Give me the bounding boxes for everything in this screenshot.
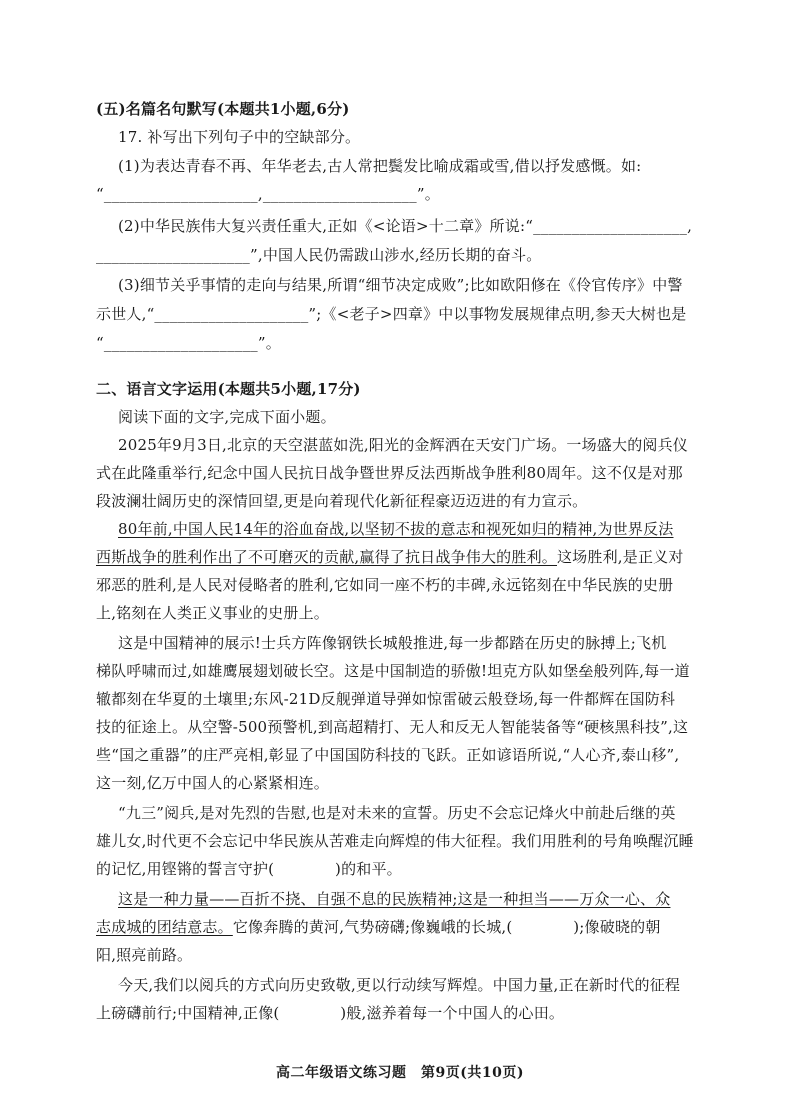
section5-heading: (五)名篇名句默写(本题共1小题,6分)	[96, 100, 350, 118]
passage-p3-line2: 梯队呼啸而过,如雄鹰展翅划破长空。这是中国制造的骄傲!坦克方队如堡垒般列阵,每一道	[96, 662, 690, 680]
passage-p4-line3: 的记忆,用铿锵的誓言守护( )的和平。	[96, 860, 402, 878]
q17-item1-line2: “____________________,____________________”。	[96, 185, 440, 203]
section2-heading: 二、语言文字运用(本题共5小题,17分)	[96, 380, 361, 398]
passage-p3-line4: 技的征途上。从空警-500预警机,到高超精打、无人和反无人智能装备等“硬核黑科技”,这	[96, 718, 689, 736]
q17-item3-line3: “____________________”。	[96, 334, 281, 352]
passage-p4-line1: “九三”阅兵,是对先烈的告慰,也是对未来的宣誓。历史不会忘记烽火中前赴后继的英	[118, 804, 676, 822]
q17-item2-line1: (2)中华民族伟大复兴责任重大,正如《<论语>十二章》所说:“____________________,	[118, 217, 693, 235]
passage-p5-line3: 阳,照亮前路。	[96, 946, 193, 964]
passage-p5-line2	[96, 916, 661, 938]
passage-p2-line1-underlined: 80年前,中国人民14年的浴血奋战,以坚韧不拔的意志和视死如归的精神,为世界反法	[118, 520, 674, 538]
q17-item2-line2: ____________________”,中国人民仍需跋山涉水,经历长期的奋斗。	[96, 246, 542, 264]
question-17-stem: 17. 补写出下列句子中的空缺部分。	[118, 128, 361, 146]
q17-item3-line2: 示世人,“____________________”;《<老子>四章》中以事物发展规律点明,参天大树也是	[96, 305, 687, 323]
underlined-sentence-a: 西斯战争的胜利作出了不可磨灭的贡献,赢得了抗日战争伟大的胜利。	[96, 548, 557, 566]
q17-item3-line1: (3)细节关乎事情的走向与结果,所谓“细节决定成败”;比如欧阳修在《伶官传序》中警	[118, 276, 683, 294]
passage-p6-line1: 今天,我们以阅兵的方式向历史致敬,更以行动续写辉煌。中国力量,正在新时代的征程	[118, 976, 681, 994]
passage-p2-line2	[96, 546, 684, 568]
passage-p3-line5: 些“国之重器”的庄严亮相,彰显了中国国防科技的飞跃。正如谚语所说,“人心齐,泰山移”,	[96, 746, 680, 764]
p2-line2-rest: 这场胜利,是正义对	[556, 548, 684, 566]
passage-p3-line6: 这一刻,亿万中国人的心紧紧相连。	[96, 774, 329, 792]
p5-line2-rest: 它像奔腾的黄河,气势磅礴;像巍峨的长城,( );像破晓的朝	[232, 918, 661, 936]
passage-p1-line3: 段波澜壮阔历史的深情回望,更是向着现代化新征程豪迈迈进的有力宣示。	[96, 492, 588, 510]
underlined-sentence-b: 志成城的团结意志。	[96, 918, 233, 936]
passage-p4-line2: 雄儿女,时代更不会忘记中华民族从苦难走向辉煌的伟大征程。我们用胜利的号角唤醒沉睡	[96, 832, 694, 850]
passage-p3-line1: 这是中国精神的展示!士兵方阵像钢铁长城般推进,每一步都踏在历史的脉搏上;飞机	[118, 634, 667, 652]
passage-p6-line2: 上磅礴前行;中国精神,正像( )般,滋养着每一个中国人的心田。	[96, 1004, 565, 1022]
passage-p1-line2: 式在此隆重举行,纪念中国人民抗日战争暨世界反法西斯战争胜利80周年。这不仅是对那	[96, 464, 683, 482]
passage-p2-line3: 邪恶的胜利,是人民对侵略者的胜利,它如同一座不朽的丰碑,永远铭刻在中华民族的史册	[96, 576, 674, 594]
passage-p3-line3: 辙都刻在华夏的土壤里;东风-21D反舰弹道导弹如惊雷破云般登场,每一件都辉在国防科	[96, 690, 676, 708]
q17-item1-line1: (1)为表达青春不再、年华老去,古人常把鬓发比喻成霜或雪,借以抒发感慨。如:	[118, 157, 642, 175]
reading-intro: 阅读下面的文字,完成下面小题。	[118, 408, 336, 426]
page-footer: 高二年级语文练习题 第9页(共10页)	[276, 1065, 524, 1081]
passage-p2-line4: 上,铭刻在人类正义事业的史册上。	[96, 604, 329, 622]
passage-p1-line1: 2025年9月3日,北京的天空湛蓝如洗,阳光的金辉洒在天安门广场。一场盛大的阅兵仪	[118, 436, 689, 454]
passage-p5-line1-underlined: 这是一种力量——百折不挠、自强不息的民族精神;这是一种担当——万众一心、众	[118, 890, 671, 908]
